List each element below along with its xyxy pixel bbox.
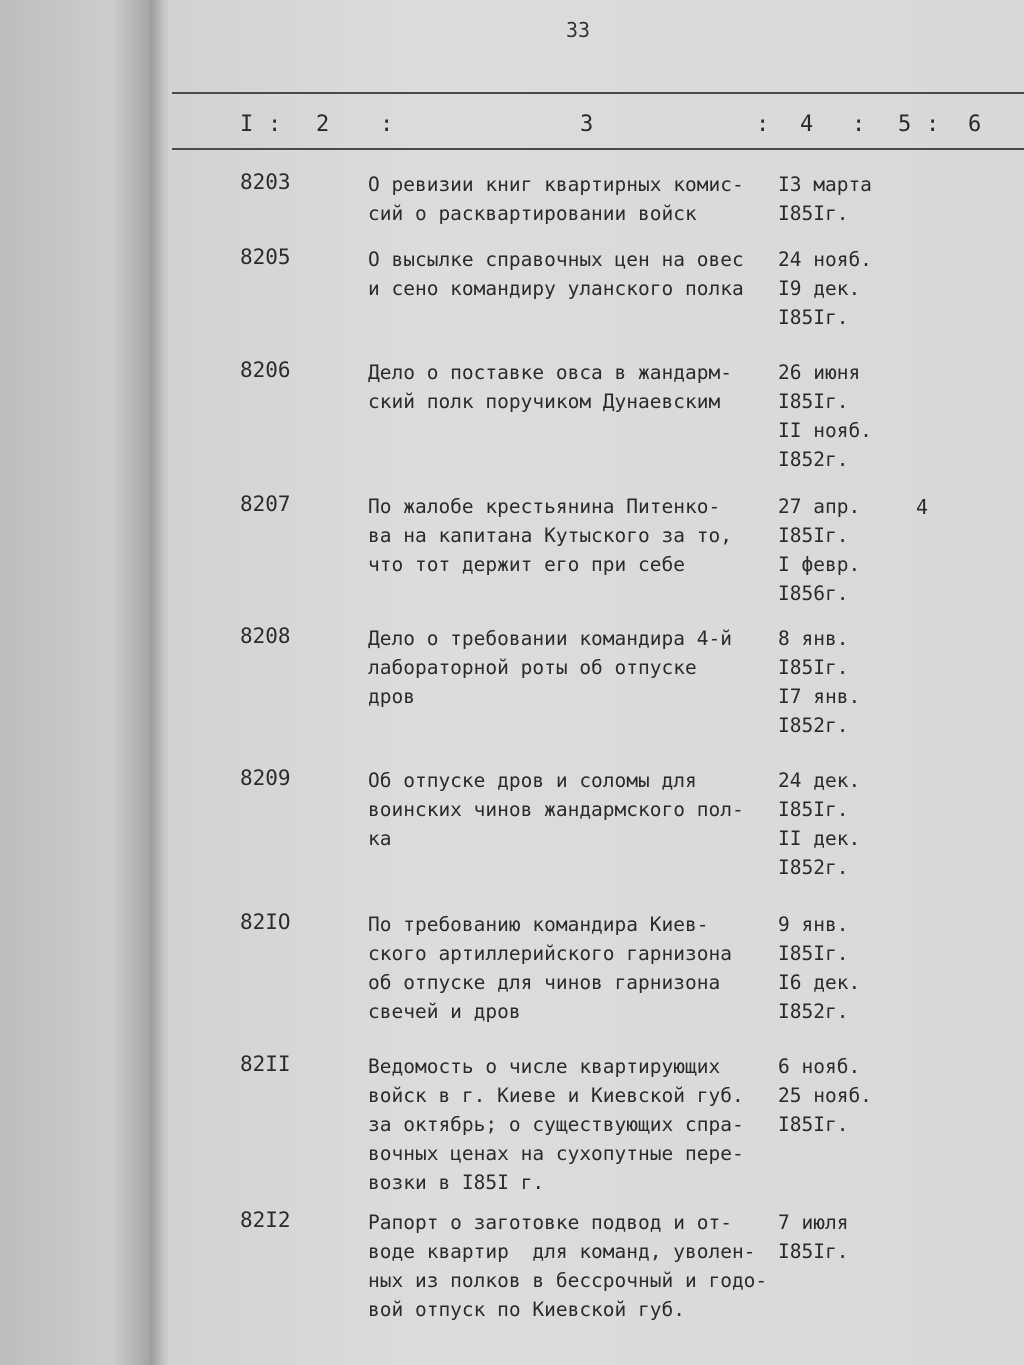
description-line: вой отпуск по Киевской губ. — [368, 1298, 685, 1321]
date-line: 7 июля — [778, 1211, 849, 1234]
description-line: сий о расквартировании войск — [368, 202, 697, 225]
date-line: I85Iг. — [778, 390, 849, 413]
col-header-1: I — [240, 112, 254, 137]
date-line: I852г. — [778, 448, 849, 471]
date-line: I85Iг. — [778, 656, 849, 679]
record-number: 8207 — [240, 492, 291, 516]
col-header-3: 3 — [580, 112, 594, 137]
description-line: О ревизии книг квартирных комис- — [368, 173, 744, 196]
record-description — [368, 1052, 778, 1197]
record-number: 82I2 — [240, 1208, 291, 1232]
description-line: ский полк поручиком Дунаевским — [368, 390, 721, 413]
record-number: 8208 — [240, 624, 291, 648]
col-header-sep: : — [380, 112, 394, 137]
description-line: ва на капитана Кутыского за то, — [368, 524, 732, 547]
record-dates — [778, 766, 888, 882]
date-line: I852г. — [778, 1000, 849, 1023]
date-line: 25 нояб. — [778, 1084, 872, 1107]
record-description — [368, 1208, 778, 1324]
record-number: 8206 — [240, 358, 291, 382]
col-header-4: 4 — [800, 112, 814, 137]
col-header-5: 5 — [898, 112, 912, 137]
col-header-6: 6 — [968, 112, 982, 137]
record-dates — [778, 170, 888, 228]
description-line: ского артиллерийского гарнизона — [368, 942, 732, 965]
description-line: об отпуске для чинов гарнизона — [368, 971, 721, 994]
col-header-2: 2 — [316, 112, 330, 137]
record-description — [368, 624, 778, 711]
col-header-sep: : — [268, 112, 282, 137]
date-line: I85Iг. — [778, 1240, 849, 1263]
page-number: 33 — [566, 18, 591, 42]
col-header-sep: : — [852, 112, 866, 137]
description-line: воде квартир для команд, уволен- — [368, 1240, 756, 1263]
description-line: лабораторной роты об отпуске — [368, 656, 697, 679]
description-line: и сено командиру уланского полка — [368, 277, 744, 300]
record-number: 8205 — [240, 245, 291, 269]
record-dates — [778, 910, 888, 1026]
date-line: I85Iг. — [778, 202, 849, 225]
record-description — [368, 766, 778, 853]
description-line: Дело о требовании командира 4-й — [368, 627, 732, 650]
description-line: что тот держит его при себе — [368, 553, 685, 576]
description-line: Дело о поставке овса в жандарм- — [368, 361, 732, 384]
record-description — [368, 358, 778, 416]
description-line: Об отпуске дров и соломы для — [368, 769, 697, 792]
description-line: ка — [368, 827, 392, 850]
date-line: 6 нояб. — [778, 1055, 861, 1078]
record-number: 82II — [240, 1052, 291, 1076]
date-line: I февр. — [778, 553, 861, 576]
record-number: 8203 — [240, 170, 291, 194]
description-line: возки в I85I г. — [368, 1171, 545, 1194]
record-dates — [778, 358, 888, 474]
record-number: 82IO — [240, 910, 291, 934]
description-line: Рапорт о заготовке подвод и от- — [368, 1211, 732, 1234]
col-header-sep: : — [926, 112, 940, 137]
date-line: I6 дек. — [778, 971, 861, 994]
date-line: 9 янв. — [778, 913, 849, 936]
record-number: 8209 — [240, 766, 291, 790]
description-line: дров — [368, 685, 415, 708]
description-line: свечей и дров — [368, 1000, 521, 1023]
date-line: I856г. — [778, 582, 849, 605]
date-line: I852г. — [778, 856, 849, 879]
description-line: Ведомость о числе квартирующих — [368, 1055, 721, 1078]
date-line: I85Iг. — [778, 524, 849, 547]
date-line: I852г. — [778, 714, 849, 737]
record-description — [368, 492, 778, 579]
date-line: 24 нояб. — [778, 248, 872, 271]
date-line: 27 апр. — [778, 495, 861, 518]
date-line: I9 дек. — [778, 277, 861, 300]
description-line: за октябрь; о существующих спра- — [368, 1113, 744, 1136]
date-line: I7 янв. — [778, 685, 861, 708]
description-line: воинских чинов жандармского пол- — [368, 798, 744, 821]
description-line: войск в г. Киеве и Киевской губ. — [368, 1084, 744, 1107]
record-description — [368, 170, 778, 228]
date-line: 24 дек. — [778, 769, 861, 792]
date-line: 8 янв. — [778, 627, 849, 650]
date-line: I85Iг. — [778, 942, 849, 965]
record-dates — [778, 245, 888, 332]
date-line: II нояб. — [778, 419, 872, 442]
description-line: вочных ценах на сухопутные пере- — [368, 1142, 744, 1165]
date-line: I85Iг. — [778, 798, 849, 821]
col-header-sep: : — [756, 112, 770, 137]
description-line: ных из полков в бессрочный и годо- — [368, 1269, 768, 1292]
record-dates — [778, 492, 888, 608]
facing-page — [0, 0, 160, 1365]
description-line: По требованию командира Киев- — [368, 913, 709, 936]
description-line: По жалобе крестьянина Питенко- — [368, 495, 721, 518]
header-top-rule — [172, 92, 1024, 94]
column5-mark: 4 — [916, 495, 929, 519]
date-line: I85Iг. — [778, 306, 849, 329]
record-dates — [778, 624, 888, 740]
header-bottom-rule — [172, 148, 1024, 150]
date-line: II дек. — [778, 827, 861, 850]
record-description — [368, 910, 778, 1026]
record-dates — [778, 1208, 888, 1266]
record-description — [368, 245, 778, 303]
date-line: I3 марта — [778, 173, 872, 196]
record-dates — [778, 1052, 888, 1139]
date-line: 26 июня — [778, 361, 861, 384]
date-line: I85Iг. — [778, 1113, 849, 1136]
description-line: О высылке справочных цен на овес — [368, 248, 744, 271]
